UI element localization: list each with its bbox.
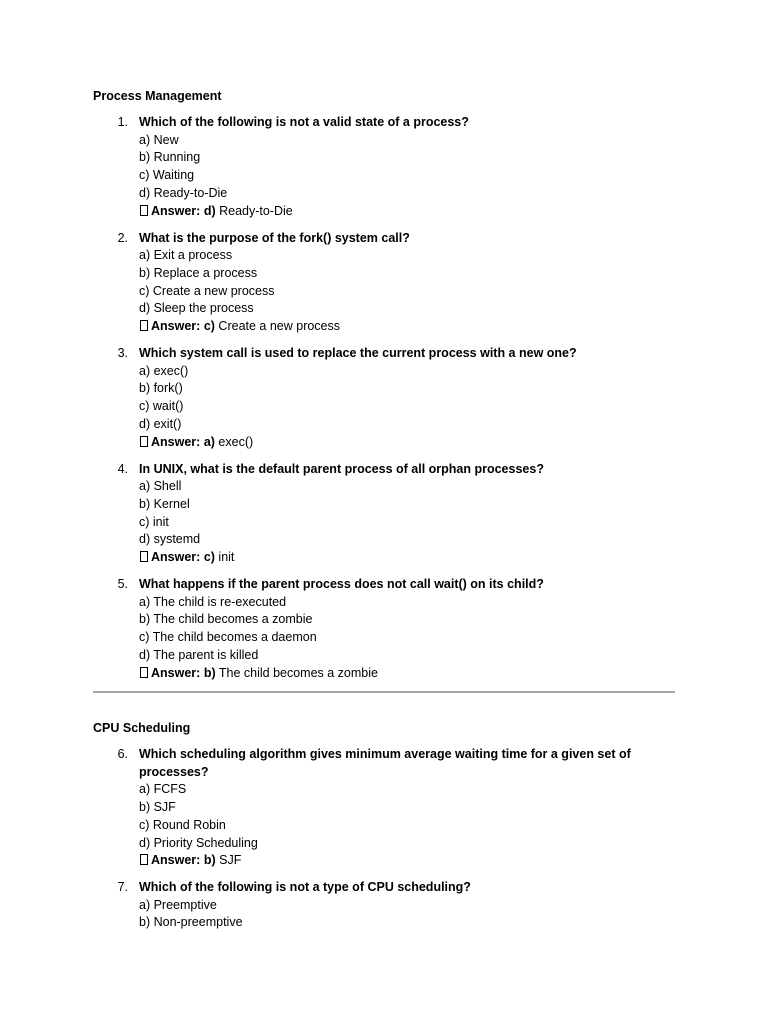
- missing-glyph-icon: [140, 854, 148, 865]
- option: b) The child becomes a zombie: [139, 612, 313, 627]
- answer-letter: b): [203, 853, 216, 868]
- question-text: Which scheduling algorithm gives minimum average waiting time for a given set of processes?: [139, 747, 631, 779]
- option: d) The parent is killed: [139, 647, 259, 662]
- missing-glyph-icon: [140, 551, 148, 562]
- option: d) exit(): [139, 416, 182, 431]
- option: b) Non-preemptive: [139, 915, 243, 930]
- question-number: 2.: [117, 230, 128, 245]
- question-text: What is the purpose of the fork() system call?: [139, 230, 410, 245]
- missing-glyph-icon: [140, 320, 148, 331]
- answer-label: Answer:: [151, 319, 201, 333]
- answer-line: [139, 434, 253, 452]
- answer-letter: b): [203, 665, 216, 680]
- option: b) Kernel: [139, 496, 190, 511]
- option: a) Preemptive: [139, 897, 217, 912]
- section-heading-cpu-scheduling: CPU Scheduling: [93, 721, 191, 735]
- horizontal-divider: [93, 691, 675, 693]
- answer-letter: d): [203, 203, 216, 218]
- answer-label: Answer:: [151, 550, 201, 564]
- option: d) Sleep the process: [139, 301, 254, 316]
- question-number: 5.: [117, 577, 128, 591]
- section-heading-process-management: Process Management: [93, 89, 222, 103]
- option: d) systemd: [139, 532, 201, 547]
- question-number: 6.: [117, 747, 128, 761]
- option: a) New: [139, 132, 179, 147]
- question-text: In UNIX, what is the default parent process of all orphan processes?: [139, 461, 544, 476]
- option: a) exec(): [139, 363, 189, 378]
- option: c) Create a new process: [139, 283, 275, 298]
- question-number: 1.: [117, 115, 128, 129]
- question-number: 7.: [117, 880, 128, 894]
- answer-text: Create a new process: [218, 319, 341, 333]
- answer-label: Answer:: [151, 665, 201, 680]
- option: b) SJF: [139, 800, 176, 815]
- option: c) wait(): [139, 399, 184, 414]
- option: d) Priority Scheduling: [139, 835, 258, 850]
- option: a) Shell: [139, 479, 182, 494]
- answer-label: Answer:: [151, 434, 201, 449]
- answer-text: init: [218, 550, 235, 564]
- answer-letter: a): [203, 434, 215, 449]
- answer-text: Ready-to-Die: [219, 203, 293, 218]
- answer-line: [139, 549, 234, 567]
- question-text: Which of the following is not a valid state of a process?: [139, 115, 469, 129]
- question-number: 3.: [117, 346, 128, 360]
- answer-line: [139, 318, 340, 336]
- answer-label: Answer:: [151, 853, 201, 868]
- option: d) Ready-to-Die: [139, 185, 228, 200]
- answer-letter: c): [203, 319, 215, 333]
- answer-text: exec(): [218, 434, 254, 449]
- question-text: Which system call is used to replace the current process with a new one?: [139, 346, 577, 360]
- question-text: What happens if the parent process does not call wait() on its child?: [139, 577, 544, 591]
- question-text: Which of the following is not a type of CPU scheduling?: [139, 880, 471, 894]
- option: c) Waiting: [139, 168, 195, 183]
- option: c) init: [139, 514, 169, 529]
- answer-line: [139, 852, 241, 870]
- option: b) Running: [139, 150, 201, 165]
- option: a) FCFS: [139, 782, 187, 797]
- missing-glyph-icon: [140, 436, 148, 447]
- answer-line: [139, 665, 378, 683]
- option: a) Exit a process: [139, 248, 233, 263]
- option: b) fork(): [139, 381, 183, 396]
- missing-glyph-icon: [140, 667, 148, 678]
- answer-letter: c): [203, 550, 215, 564]
- answer-text: The child becomes a zombie: [218, 665, 378, 680]
- question-number: 4.: [117, 461, 128, 476]
- answer-line: [139, 203, 293, 221]
- option: a) The child is re-executed: [139, 594, 287, 609]
- answer-text: SJF: [219, 853, 242, 868]
- option: c) Round Robin: [139, 817, 226, 832]
- option: b) Replace a process: [139, 265, 258, 280]
- option: c) The child becomes a daemon: [139, 630, 317, 645]
- missing-glyph-icon: [140, 205, 148, 216]
- answer-label: Answer:: [151, 203, 201, 218]
